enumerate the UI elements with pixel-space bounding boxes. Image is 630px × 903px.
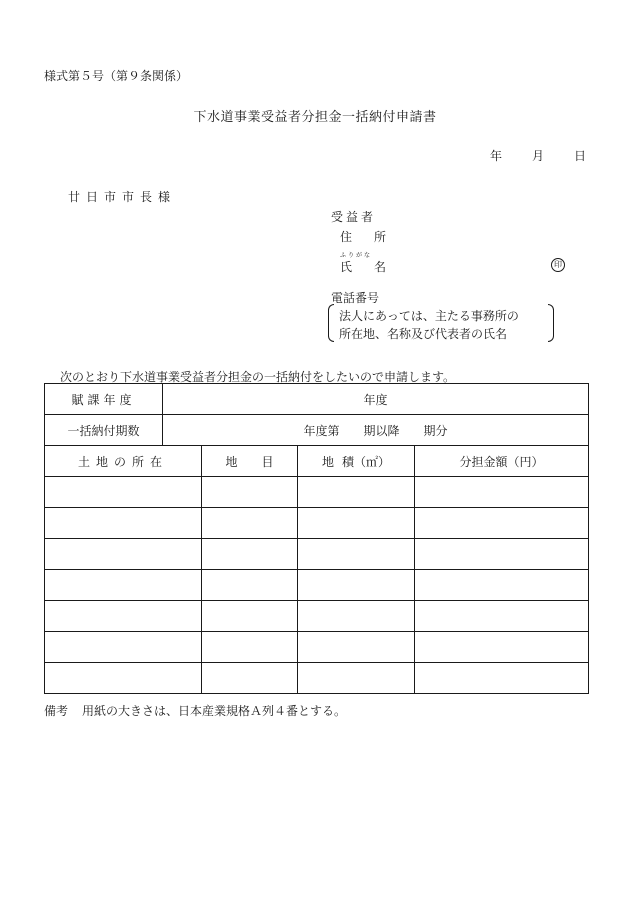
cell-amount[interactable] <box>415 477 589 508</box>
cell-area[interactable] <box>298 632 415 663</box>
cell-land-category[interactable] <box>202 601 298 632</box>
cell-land-category[interactable] <box>202 508 298 539</box>
period-part-1: 年度第 <box>303 423 340 438</box>
period-row <box>45 415 589 446</box>
col-area-header <box>298 446 415 477</box>
bracket-left <box>328 304 334 342</box>
name-label-a: 氏 <box>340 260 353 274</box>
table-row <box>45 663 589 694</box>
phone-label: 電話番号 <box>331 291 380 305</box>
name-label-b: 名 <box>374 260 387 274</box>
col-land-category-a: 地 <box>225 454 238 469</box>
cell-location[interactable] <box>45 663 202 694</box>
assessment-year-row <box>45 384 589 415</box>
bracket-right <box>548 304 554 342</box>
period-label: 一括納付期数 <box>45 415 163 446</box>
address-label <box>340 228 386 245</box>
date-year: 年 <box>489 149 502 163</box>
cell-amount[interactable] <box>415 508 589 539</box>
cell-location[interactable] <box>45 539 202 570</box>
form-number: 様式第５号（第９条関係） <box>44 69 189 83</box>
col-land-category-header <box>202 446 298 477</box>
cell-amount[interactable] <box>415 570 589 601</box>
col-location-header: 土地の所在 <box>45 446 202 477</box>
footnote-text: 用紙の大きさは、日本産業規格Ａ列４番とする。 <box>82 704 347 718</box>
data-rows <box>45 477 589 694</box>
table-row <box>45 508 589 539</box>
cell-location[interactable] <box>45 601 202 632</box>
cell-land-category[interactable] <box>202 539 298 570</box>
cell-location[interactable] <box>45 508 202 539</box>
cell-location[interactable] <box>45 632 202 663</box>
period-value[interactable] <box>163 415 589 446</box>
table-row <box>45 539 589 570</box>
footnote <box>44 702 346 719</box>
application-table <box>44 383 589 694</box>
assessment-year-label: 賦課年度 <box>45 384 163 415</box>
assessment-year-value[interactable]: 年度 <box>163 384 589 415</box>
col-amount-header: 分担金額（円） <box>415 446 589 477</box>
period-part-2: 期以降 <box>363 423 400 438</box>
cell-area[interactable] <box>298 663 415 694</box>
note-line-2: 所在地、名称及び代表者の氏名 <box>339 327 508 341</box>
cell-land-category[interactable] <box>202 570 298 601</box>
date-day: 日 <box>573 149 586 163</box>
cell-amount[interactable] <box>415 663 589 694</box>
address-label-a: 住 <box>340 230 353 244</box>
footnote-label: 備考 <box>44 704 69 718</box>
cell-area[interactable] <box>298 601 415 632</box>
address-label-b: 所 <box>374 230 387 244</box>
cell-land-category[interactable] <box>202 477 298 508</box>
note-line-1: 法人にあっては、主たる事務所の <box>339 309 519 323</box>
col-area-a: 地 <box>321 454 334 469</box>
date-line <box>490 147 586 164</box>
cell-area[interactable] <box>298 508 415 539</box>
cell-area[interactable] <box>298 570 415 601</box>
cell-amount[interactable] <box>415 632 589 663</box>
document-title: 下水道事業受益者分担金一括納付申請書 <box>193 110 437 125</box>
cell-area[interactable] <box>298 477 415 508</box>
column-header-row <box>45 446 589 477</box>
period-part-3: 期分 <box>423 423 448 438</box>
intro-text: 次のとおり下水道事業受益者分担金の一括納付をしたいので申請します。 <box>60 370 456 384</box>
furigana-label: ふりがな <box>340 252 373 259</box>
table-row <box>45 570 589 601</box>
col-area-b: 積（㎡） <box>342 454 391 469</box>
cell-location[interactable] <box>45 570 202 601</box>
cell-amount[interactable] <box>415 539 589 570</box>
date-month: 月 <box>531 149 544 163</box>
name-label <box>340 258 386 275</box>
seal-mark: 印 <box>551 258 565 272</box>
cell-location[interactable] <box>45 477 202 508</box>
addressee: 廿日市市長様 <box>68 190 177 204</box>
applicant-label: 受益者 <box>331 210 377 224</box>
table-row <box>45 601 589 632</box>
table-row <box>45 632 589 663</box>
cell-land-category[interactable] <box>202 663 298 694</box>
table-row <box>45 477 589 508</box>
cell-amount[interactable] <box>415 601 589 632</box>
cell-land-category[interactable] <box>202 632 298 663</box>
cell-area[interactable] <box>298 539 415 570</box>
col-land-category-b: 目 <box>261 454 274 469</box>
